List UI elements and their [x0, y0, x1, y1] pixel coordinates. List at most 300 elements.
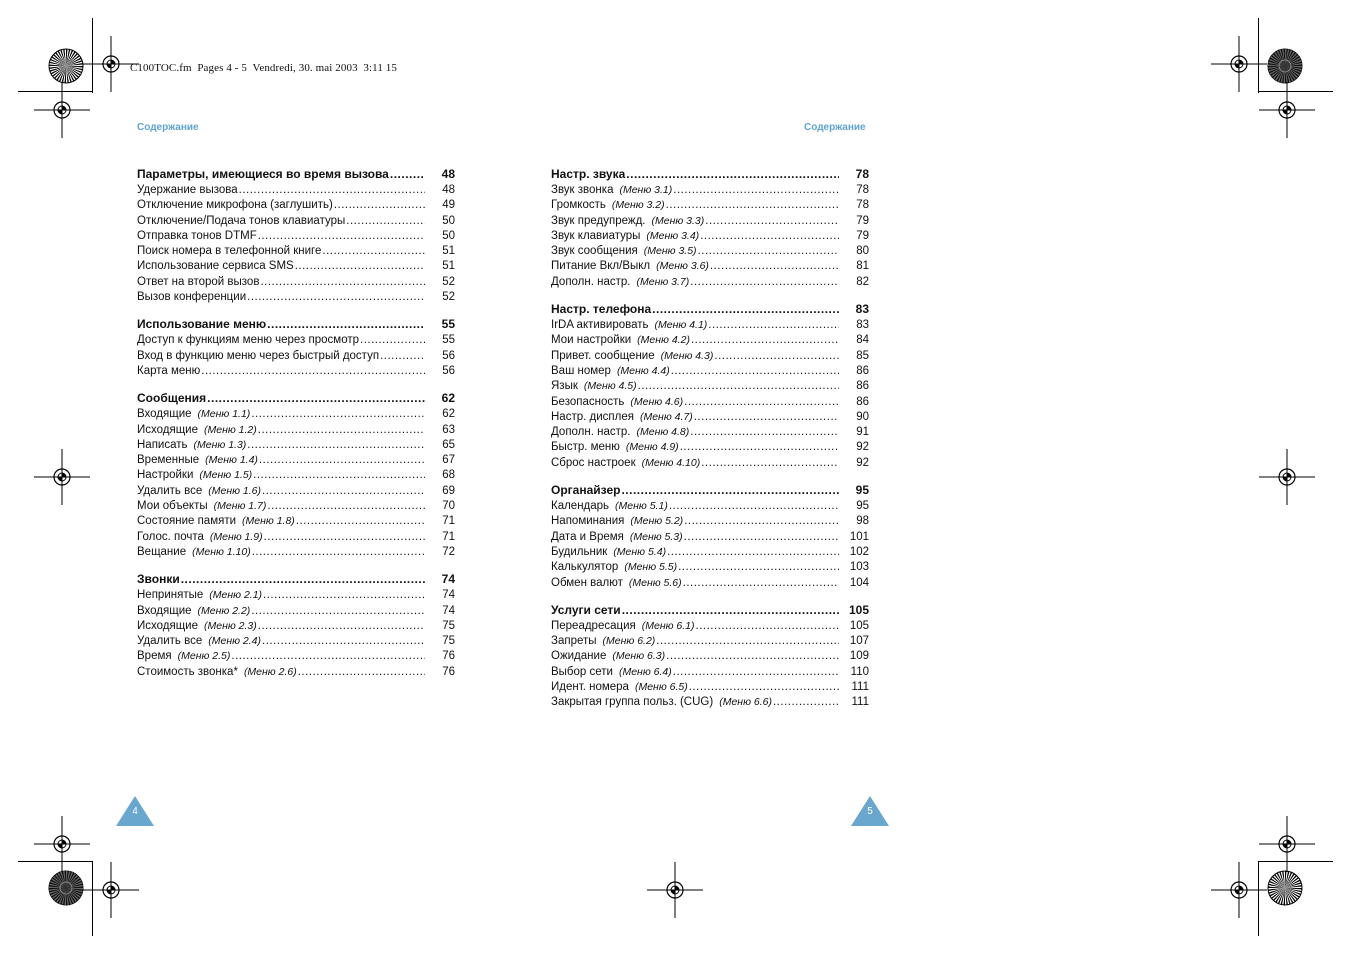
toc-entry-page: 63: [442, 423, 455, 436]
toc-entry-title: Язык: [551, 380, 578, 393]
toc-entry[interactable]: [551, 333, 869, 348]
toc-entry-menu-ref: (Меню 5.3): [629, 530, 683, 543]
toc-entry-page: 82: [856, 275, 869, 288]
toc-entry[interactable]: [137, 438, 455, 453]
toc-entry[interactable]: [137, 259, 455, 274]
toc-entry-menu-ref: (Меню 6.1): [641, 619, 695, 632]
toc-entry[interactable]: [551, 198, 869, 213]
toc-entry-menu-ref: (Меню 2.1): [209, 589, 263, 602]
toc-entry[interactable]: [137, 665, 455, 680]
toc-entry[interactable]: [137, 229, 455, 244]
toc-heading-title: Настр. звука: [551, 167, 626, 181]
toc-heading-page: 78: [855, 167, 869, 181]
toc-entry[interactable]: [137, 290, 455, 305]
toc-entry[interactable]: [137, 423, 455, 438]
toc-entry[interactable]: [551, 275, 869, 290]
toc-entry-page: 74: [442, 604, 455, 617]
toc-entry-title: Громкость: [551, 199, 606, 212]
toc-entry-title: Идент. номера: [551, 681, 629, 694]
toc-dot-leader: [714, 349, 839, 364]
toc-dot-leader: [267, 499, 425, 514]
toc-entry-menu-ref: (Меню 4.3): [660, 349, 714, 362]
toc-section: [137, 165, 455, 305]
page-number-left: 4: [132, 806, 138, 817]
toc-dot-leader: [295, 259, 425, 274]
toc-entry-page: 109: [849, 650, 869, 663]
toc-entry-title: Будильник: [551, 545, 608, 558]
toc-entry[interactable]: [551, 576, 869, 591]
toc-entry-title: Калькулятор: [551, 561, 619, 574]
toc-entry-title: Ответ на второй вызов: [137, 275, 260, 288]
toc-entry[interactable]: [137, 453, 455, 468]
toc-heading-title: Звонки: [137, 572, 180, 587]
color-bar-starburst-icon: [1267, 48, 1303, 84]
toc-entry-menu-ref: (Меню 1.9): [209, 530, 263, 543]
toc-entry[interactable]: [551, 229, 869, 244]
toc-heading-title: Сообщения: [137, 391, 207, 406]
toc-entry-menu-ref: (Меню 4.8): [636, 426, 690, 439]
toc-heading[interactable]: [137, 165, 455, 183]
toc-heading-page: 105: [848, 602, 869, 617]
toc-entry-page: 55: [442, 334, 455, 347]
toc-heading[interactable]: [551, 300, 869, 318]
toc-entry[interactable]: [551, 425, 869, 440]
toc-section: [551, 481, 869, 591]
toc-entry-menu-ref: (Меню 2.6): [243, 665, 297, 678]
toc-entry[interactable]: [137, 619, 455, 634]
toc-entry-title: Звук сообщения: [551, 245, 638, 258]
toc-entry[interactable]: [137, 499, 455, 514]
toc-section: [551, 300, 869, 471]
toc-entry-title: Удержание вызова: [137, 184, 238, 196]
toc-right-column: [551, 165, 869, 721]
toc-entry-page: 98: [856, 515, 869, 528]
toc-dot-leader: [322, 244, 425, 259]
toc-dot-leader: [201, 364, 425, 379]
toc-entry-title: Доступ к функциям меню через просмотр: [137, 334, 360, 347]
toc-entry[interactable]: [551, 410, 869, 425]
toc-entry-menu-ref: (Меню 3.3): [651, 214, 705, 227]
toc-entry[interactable]: [137, 649, 455, 664]
toc-entry-menu-ref: (Меню 3.4): [646, 229, 700, 242]
toc-entry-menu-ref: (Меню 1.3): [193, 438, 247, 451]
toc-heading[interactable]: [137, 315, 455, 333]
toc-entry-menu-ref: (Меню 5.6): [628, 576, 682, 589]
toc-entry-page: 75: [442, 635, 455, 648]
toc-entry[interactable]: [551, 214, 869, 229]
toc-entry-title: Сброс настроек: [551, 456, 636, 469]
toc-entry-menu-ref: (Меню 6.2): [602, 635, 656, 648]
toc-dot-leader: [262, 634, 425, 649]
toc-entry-page: 56: [442, 349, 455, 362]
toc-dot-leader: [666, 649, 839, 664]
toc-entry-page: 84: [856, 334, 869, 347]
toc-dot-leader: [669, 499, 839, 514]
registration-target-icon: [1259, 82, 1315, 138]
toc-entry-title: Использование сервиса SMS: [137, 260, 294, 273]
toc-entry[interactable]: [137, 333, 455, 348]
toc-entry-menu-ref: (Меню 1.2): [204, 423, 257, 436]
toc-entry-title: Звук клавиатуры: [551, 229, 641, 242]
toc-entry-menu-ref: (Меню 3.5): [643, 245, 697, 258]
toc-entry[interactable]: [137, 545, 455, 560]
toc-entry-page: 69: [442, 484, 455, 497]
toc-entry[interactable]: [551, 530, 869, 545]
toc-entry-page: 76: [442, 650, 455, 663]
toc-dot-leader: [267, 315, 425, 333]
toc-entry-page: 85: [856, 349, 869, 362]
toc-entry-page: 75: [442, 619, 455, 632]
toc-dot-leader: [181, 570, 425, 588]
toc-entry[interactable]: [137, 214, 455, 229]
toc-dot-leader: [666, 198, 839, 213]
toc-entry[interactable]: [137, 364, 455, 379]
toc-entry-page: 105: [849, 619, 869, 632]
toc-entry-page: 102: [849, 545, 869, 558]
toc-entry-menu-ref: (Меню 4.5): [583, 380, 637, 393]
registration-target-icon: [34, 816, 90, 872]
toc-entry-menu-ref: (Меню 6.6): [719, 696, 772, 709]
toc-entry[interactable]: [551, 318, 869, 333]
toc-entry-menu-ref: (Меню 1.8): [242, 515, 295, 528]
toc-entry[interactable]: [551, 244, 869, 259]
toc-entry-title: Обмен валют: [551, 576, 623, 589]
toc-heading-page: 74: [441, 572, 455, 587]
toc-entry-menu-ref: (Меню 1.6): [208, 484, 262, 497]
toc-heading[interactable]: [551, 165, 869, 183]
toc-entry-title: Входящие: [137, 408, 192, 421]
toc-entry-page: 49: [442, 199, 455, 212]
toc-heading[interactable]: [137, 570, 455, 588]
toc-entry-title: Переадресация: [551, 619, 636, 632]
toc-entry-menu-ref: (Меню 5.5): [624, 561, 678, 574]
page-number-left-badge: [116, 796, 154, 826]
toc-heading-page: 62: [441, 391, 455, 406]
toc-entry-menu-ref: (Меню 4.10): [641, 456, 701, 469]
toc-entry-menu-ref: (Меню 2.2): [197, 604, 251, 617]
toc-dot-leader: [701, 456, 839, 471]
toc-entry[interactable]: [137, 514, 455, 529]
toc-dot-leader: [673, 665, 839, 680]
toc-entry-page: 62: [442, 408, 455, 421]
toc-entry-menu-ref: (Меню 6.3): [612, 650, 666, 663]
toc-dot-leader: [698, 244, 839, 259]
toc-entry-menu-ref: (Меню 3.2): [611, 199, 665, 212]
toc-entry-title: Безопасность: [551, 395, 625, 408]
toc-entry-page: 81: [856, 260, 869, 273]
toc-dot-leader: [710, 259, 839, 274]
toc-entry[interactable]: [137, 588, 455, 603]
toc-dot-leader: [260, 275, 425, 290]
toc-section: [551, 601, 869, 711]
toc-section: [137, 389, 455, 560]
file-name: C100TOC.fm: [130, 62, 192, 74]
page-number-right-badge: [851, 796, 889, 826]
toc-entry-page: 76: [442, 665, 455, 678]
toc-entry-page: 52: [442, 291, 455, 304]
toc-dot-leader: [264, 530, 425, 545]
toc-section: [137, 570, 455, 680]
toc-entry[interactable]: [137, 484, 455, 499]
toc-dot-leader: [262, 484, 425, 499]
toc-entry-title: Исходящие: [137, 619, 198, 632]
registration-target-icon: [647, 862, 703, 918]
toc-entry-title: Карта меню: [137, 364, 201, 377]
toc-dot-leader: [390, 165, 425, 183]
toc-dot-leader: [696, 619, 839, 634]
toc-entry-title: Дополн. настр.: [551, 426, 631, 439]
file-stamp: [130, 62, 397, 74]
registration-target-icon: [34, 82, 90, 138]
toc-dot-leader: [258, 423, 425, 438]
toc-dot-leader: [258, 229, 425, 244]
toc-entry-title: Ваш номер: [551, 364, 611, 377]
toc-dot-leader: [346, 214, 425, 229]
toc-entry[interactable]: [551, 649, 869, 664]
toc-entry-page: 56: [442, 364, 455, 377]
toc-entry-page: 101: [849, 530, 869, 543]
toc-entry-page: 70: [442, 500, 455, 513]
toc-entry-page: 67: [442, 454, 455, 467]
toc-entry-title: Непринятые: [137, 589, 204, 602]
toc-entry[interactable]: [137, 468, 455, 483]
toc-entry-page: 83: [856, 319, 869, 332]
toc-entry-title: Вещание: [137, 545, 187, 558]
toc-entry-title: Отключение микрофона (заглушить): [137, 199, 333, 212]
toc-entry[interactable]: [551, 695, 869, 710]
toc-entry[interactable]: [551, 665, 869, 680]
toc-heading-page: 83: [855, 302, 869, 317]
toc-heading[interactable]: [137, 389, 455, 407]
toc-dot-leader: [678, 560, 839, 575]
toc-dot-leader: [680, 440, 839, 455]
toc-entry[interactable]: [551, 499, 869, 514]
toc-entry-page: 68: [442, 469, 455, 482]
toc-entry[interactable]: [137, 604, 455, 619]
toc-dot-leader: [334, 198, 425, 213]
toc-entry-page: 107: [849, 635, 869, 648]
toc-dot-leader: [684, 395, 839, 410]
toc-entry-page: 51: [442, 245, 455, 258]
toc-entry-title: Поиск номера в телефонной книге: [137, 245, 322, 258]
toc-dot-leader: [296, 514, 425, 529]
toc-heading[interactable]: [551, 481, 869, 499]
toc-entry-menu-ref: (Меню 1.5): [199, 469, 253, 482]
toc-dot-leader: [621, 481, 839, 499]
toc-dot-leader: [684, 514, 839, 529]
toc-dot-leader: [252, 545, 425, 560]
toc-entry-title: Календарь: [551, 500, 610, 513]
toc-entry-menu-ref: (Меню 2.3): [204, 619, 257, 632]
page-number-right: 5: [867, 806, 873, 817]
toc-section: [137, 315, 455, 379]
toc-dot-leader: [705, 214, 839, 229]
toc-left-column: [137, 165, 455, 690]
toc-entry-title: Запреты: [551, 635, 597, 648]
toc-dot-leader: [247, 438, 425, 453]
toc-dot-leader: [253, 468, 425, 483]
color-bar-starburst-icon: [48, 870, 84, 906]
toc-dot-leader: [626, 165, 839, 183]
toc-entry-page: 92: [856, 441, 869, 454]
toc-entry-title: Удалить все: [137, 635, 203, 648]
toc-entry[interactable]: [551, 259, 869, 274]
toc-entry[interactable]: [551, 395, 869, 410]
toc-entry-page: 80: [856, 245, 869, 258]
toc-entry-page: 79: [856, 214, 869, 227]
toc-entry-page: 50: [442, 214, 455, 227]
toc-entry-page: 79: [856, 229, 869, 242]
toc-dot-leader: [694, 410, 839, 425]
toc-entry-title: Вызов конференции: [137, 291, 247, 304]
toc-entry-menu-ref: (Меню 2.5): [177, 650, 231, 663]
toc-dot-leader: [298, 665, 425, 680]
toc-entry[interactable]: [137, 275, 455, 290]
registration-target-icon: [34, 449, 90, 505]
registration-target-icon: [83, 862, 139, 918]
toc-entry-menu-ref: (Меню 3.7): [636, 275, 690, 288]
toc-dot-leader: [247, 290, 425, 305]
toc-entry-title: Выбор сети: [551, 665, 613, 678]
toc-entry[interactable]: [137, 244, 455, 259]
toc-dot-leader: [656, 634, 839, 649]
toc-entry[interactable]: [137, 634, 455, 649]
toc-entry-page: 90: [856, 410, 869, 423]
toc-entry-title: Состояние памяти: [137, 515, 237, 528]
toc-entry-page: 72: [442, 545, 455, 558]
toc-entry[interactable]: [551, 560, 869, 575]
toc-entry-title: Привет. сообщение: [551, 349, 655, 362]
toc-dot-leader: [207, 389, 425, 407]
toc-dot-leader: [652, 300, 839, 318]
toc-entry-title: Вход в функцию меню через быстрый доступ: [137, 349, 380, 362]
toc-entry-title: Звук звонка: [551, 184, 614, 196]
toc-entry[interactable]: [137, 183, 455, 198]
toc-heading[interactable]: [551, 601, 869, 619]
toc-dot-leader: [700, 229, 839, 244]
toc-dot-leader: [690, 275, 839, 290]
toc-entry[interactable]: [137, 530, 455, 545]
toc-entry-menu-ref: (Меню 5.2): [630, 515, 684, 528]
toc-entry-title: Время: [137, 650, 172, 663]
toc-entry-menu-ref: (Меню 2.4): [208, 635, 262, 648]
toc-dot-leader: [258, 619, 425, 634]
toc-entry-page: 71: [442, 515, 455, 528]
toc-heading-page: 48: [441, 167, 455, 181]
toc-entry[interactable]: [551, 619, 869, 634]
toc-entry-page: 86: [856, 364, 869, 377]
toc-entry[interactable]: [551, 183, 869, 198]
toc-entry-page: 91: [856, 426, 869, 439]
toc-entry-menu-ref: (Меню 6.4): [618, 665, 672, 678]
toc-entry[interactable]: [551, 634, 869, 649]
toc-entry-page: 95: [856, 500, 869, 513]
toc-entry[interactable]: [137, 349, 455, 364]
toc-entry-menu-ref: (Меню 4.6): [630, 395, 684, 408]
toc-dot-leader: [673, 183, 839, 198]
toc-entry-page: 103: [849, 561, 869, 574]
toc-entry-title: Настройки: [137, 469, 194, 482]
toc-dot-leader: [684, 530, 839, 545]
color-bar-starburst-icon: [1267, 870, 1303, 906]
toc-entry-page: 51: [442, 260, 455, 273]
toc-entry[interactable]: [551, 545, 869, 560]
toc-dot-leader: [773, 695, 839, 710]
toc-entry[interactable]: [551, 456, 869, 471]
toc-dot-leader: [689, 680, 839, 695]
registration-target-icon: [1259, 449, 1315, 505]
toc-entry-title: Напоминания: [551, 515, 625, 528]
toc-entry-title: Мои настройки: [551, 334, 632, 347]
toc-entry[interactable]: [551, 364, 869, 379]
toc-entry-menu-ref: (Меню 6.5): [634, 681, 688, 694]
file-pages: Pages 4 - 5: [197, 62, 247, 74]
toc-dot-leader: [380, 349, 425, 364]
toc-entry[interactable]: [551, 379, 869, 394]
toc-entry-menu-ref: (Меню 3.6): [656, 260, 709, 273]
toc-section: [551, 165, 869, 290]
toc-entry-menu-ref: (Меню 1.1): [197, 408, 251, 421]
toc-entry[interactable]: [137, 407, 455, 422]
toc-entry-title: Входящие: [137, 604, 192, 617]
toc-heading-title: Настр. телефона: [551, 302, 652, 317]
running-head-left: Содержание: [137, 122, 199, 133]
toc-dot-leader: [251, 604, 425, 619]
toc-entry[interactable]: [551, 440, 869, 455]
toc-entry[interactable]: [551, 514, 869, 529]
toc-dot-leader: [231, 649, 425, 664]
toc-entry-title: Голос. почта: [137, 530, 204, 543]
toc-entry[interactable]: [551, 349, 869, 364]
toc-entry-title: Настр. дисплея: [551, 410, 634, 423]
toc-entry-page: 52: [442, 275, 455, 288]
toc-entry-page: 111: [851, 696, 869, 709]
toc-heading-page: 95: [855, 483, 869, 498]
toc-entry-title: Удалить все: [137, 484, 203, 497]
registration-target-icon: [1211, 862, 1267, 918]
toc-entry-title: IrDA активировать: [551, 319, 649, 332]
toc-heading-title: Услуги сети: [551, 602, 621, 617]
toc-entry-menu-ref: (Меню 5.4): [613, 545, 667, 558]
toc-entry-page: 48: [442, 184, 455, 196]
toc-entry-menu-ref: (Меню 4.9): [625, 441, 679, 454]
toc-entry-page: 92: [856, 456, 869, 469]
toc-entry[interactable]: [551, 680, 869, 695]
toc-dot-leader: [667, 545, 839, 560]
toc-entry-menu-ref: (Меню 4.1): [654, 319, 708, 332]
toc-entry-title: Быстр. меню: [551, 441, 620, 454]
toc-entry-page: 78: [856, 199, 869, 212]
toc-entry-title: Закрытая группа польз. (CUG): [551, 696, 714, 709]
toc-dot-leader: [691, 333, 839, 348]
toc-entry-title: Дата и Время: [551, 530, 624, 543]
toc-dot-leader: [251, 407, 425, 422]
toc-entry-title: Дополн. настр.: [551, 275, 631, 288]
running-head-right: Содержание: [804, 122, 866, 133]
toc-entry-title: Написать: [137, 438, 188, 451]
toc-entry-page: 110: [850, 665, 869, 678]
toc-entry-page: 78: [856, 184, 869, 196]
toc-entry-menu-ref: (Меню 1.7): [213, 500, 267, 513]
file-time: 3:11 15: [363, 62, 397, 74]
toc-entry-title: Отправка тонов DTMF: [137, 229, 257, 242]
toc-dot-leader: [259, 453, 425, 468]
toc-heading-title: Параметры, имеющиеся во время вызова: [137, 167, 389, 181]
toc-entry-page: 71: [442, 530, 455, 543]
toc-entry-page: 74: [442, 589, 455, 602]
toc-entry-menu-ref: (Меню 1.10): [192, 545, 251, 558]
toc-entry[interactable]: [137, 198, 455, 213]
